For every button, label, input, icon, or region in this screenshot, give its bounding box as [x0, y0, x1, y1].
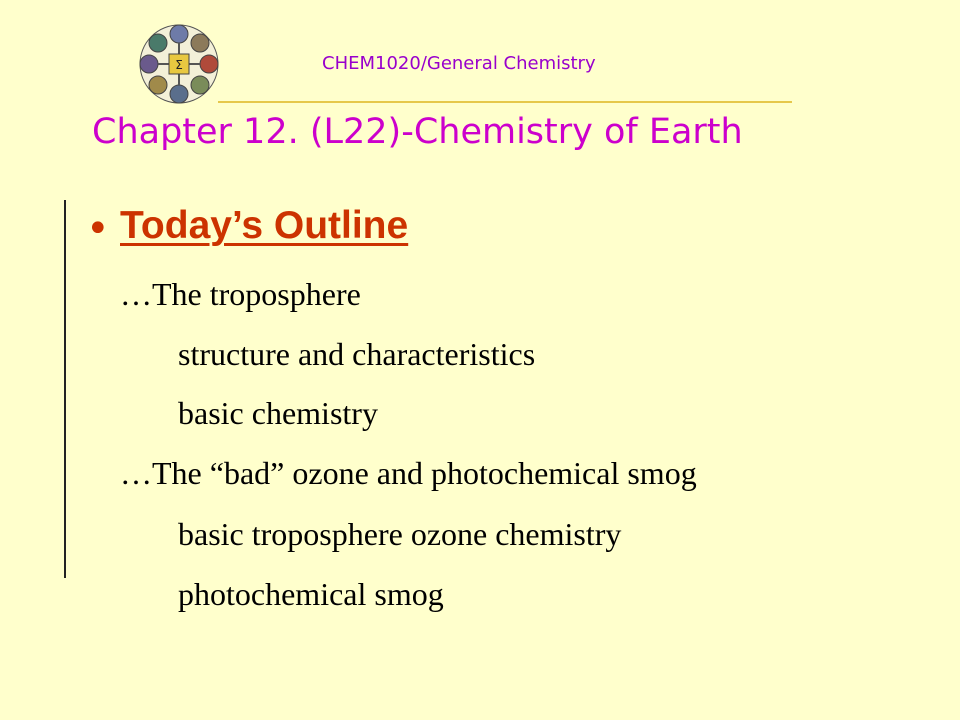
bullet-icon: • [86, 206, 110, 252]
outline-line-ozone-chemistry: basic troposphere ozone chemistry [178, 516, 622, 552]
chapter-title: Chapter 12. (L22)-Chemistry of Earth [92, 112, 743, 152]
outline-line-photochemical-smog: photochemical smog [178, 576, 444, 612]
course-title: CHEM1020/General Chemistry [322, 53, 596, 74]
outline-line-structure: structure and characteristics [178, 336, 536, 372]
svg-text:Σ: Σ [175, 58, 183, 72]
chemistry-wheel-logo-icon [138, 23, 220, 105]
left-vertical-divider [64, 200, 66, 578]
header-divider [218, 101, 792, 103]
outline-line-basic-chemistry: basic chemistry [178, 395, 378, 431]
outline-line-bad-ozone: …The “bad” ozone and photochemical smog [120, 455, 697, 491]
outline-line-troposphere: …The troposphere [120, 276, 361, 312]
outline-heading: Today’s Outline [120, 204, 409, 247]
